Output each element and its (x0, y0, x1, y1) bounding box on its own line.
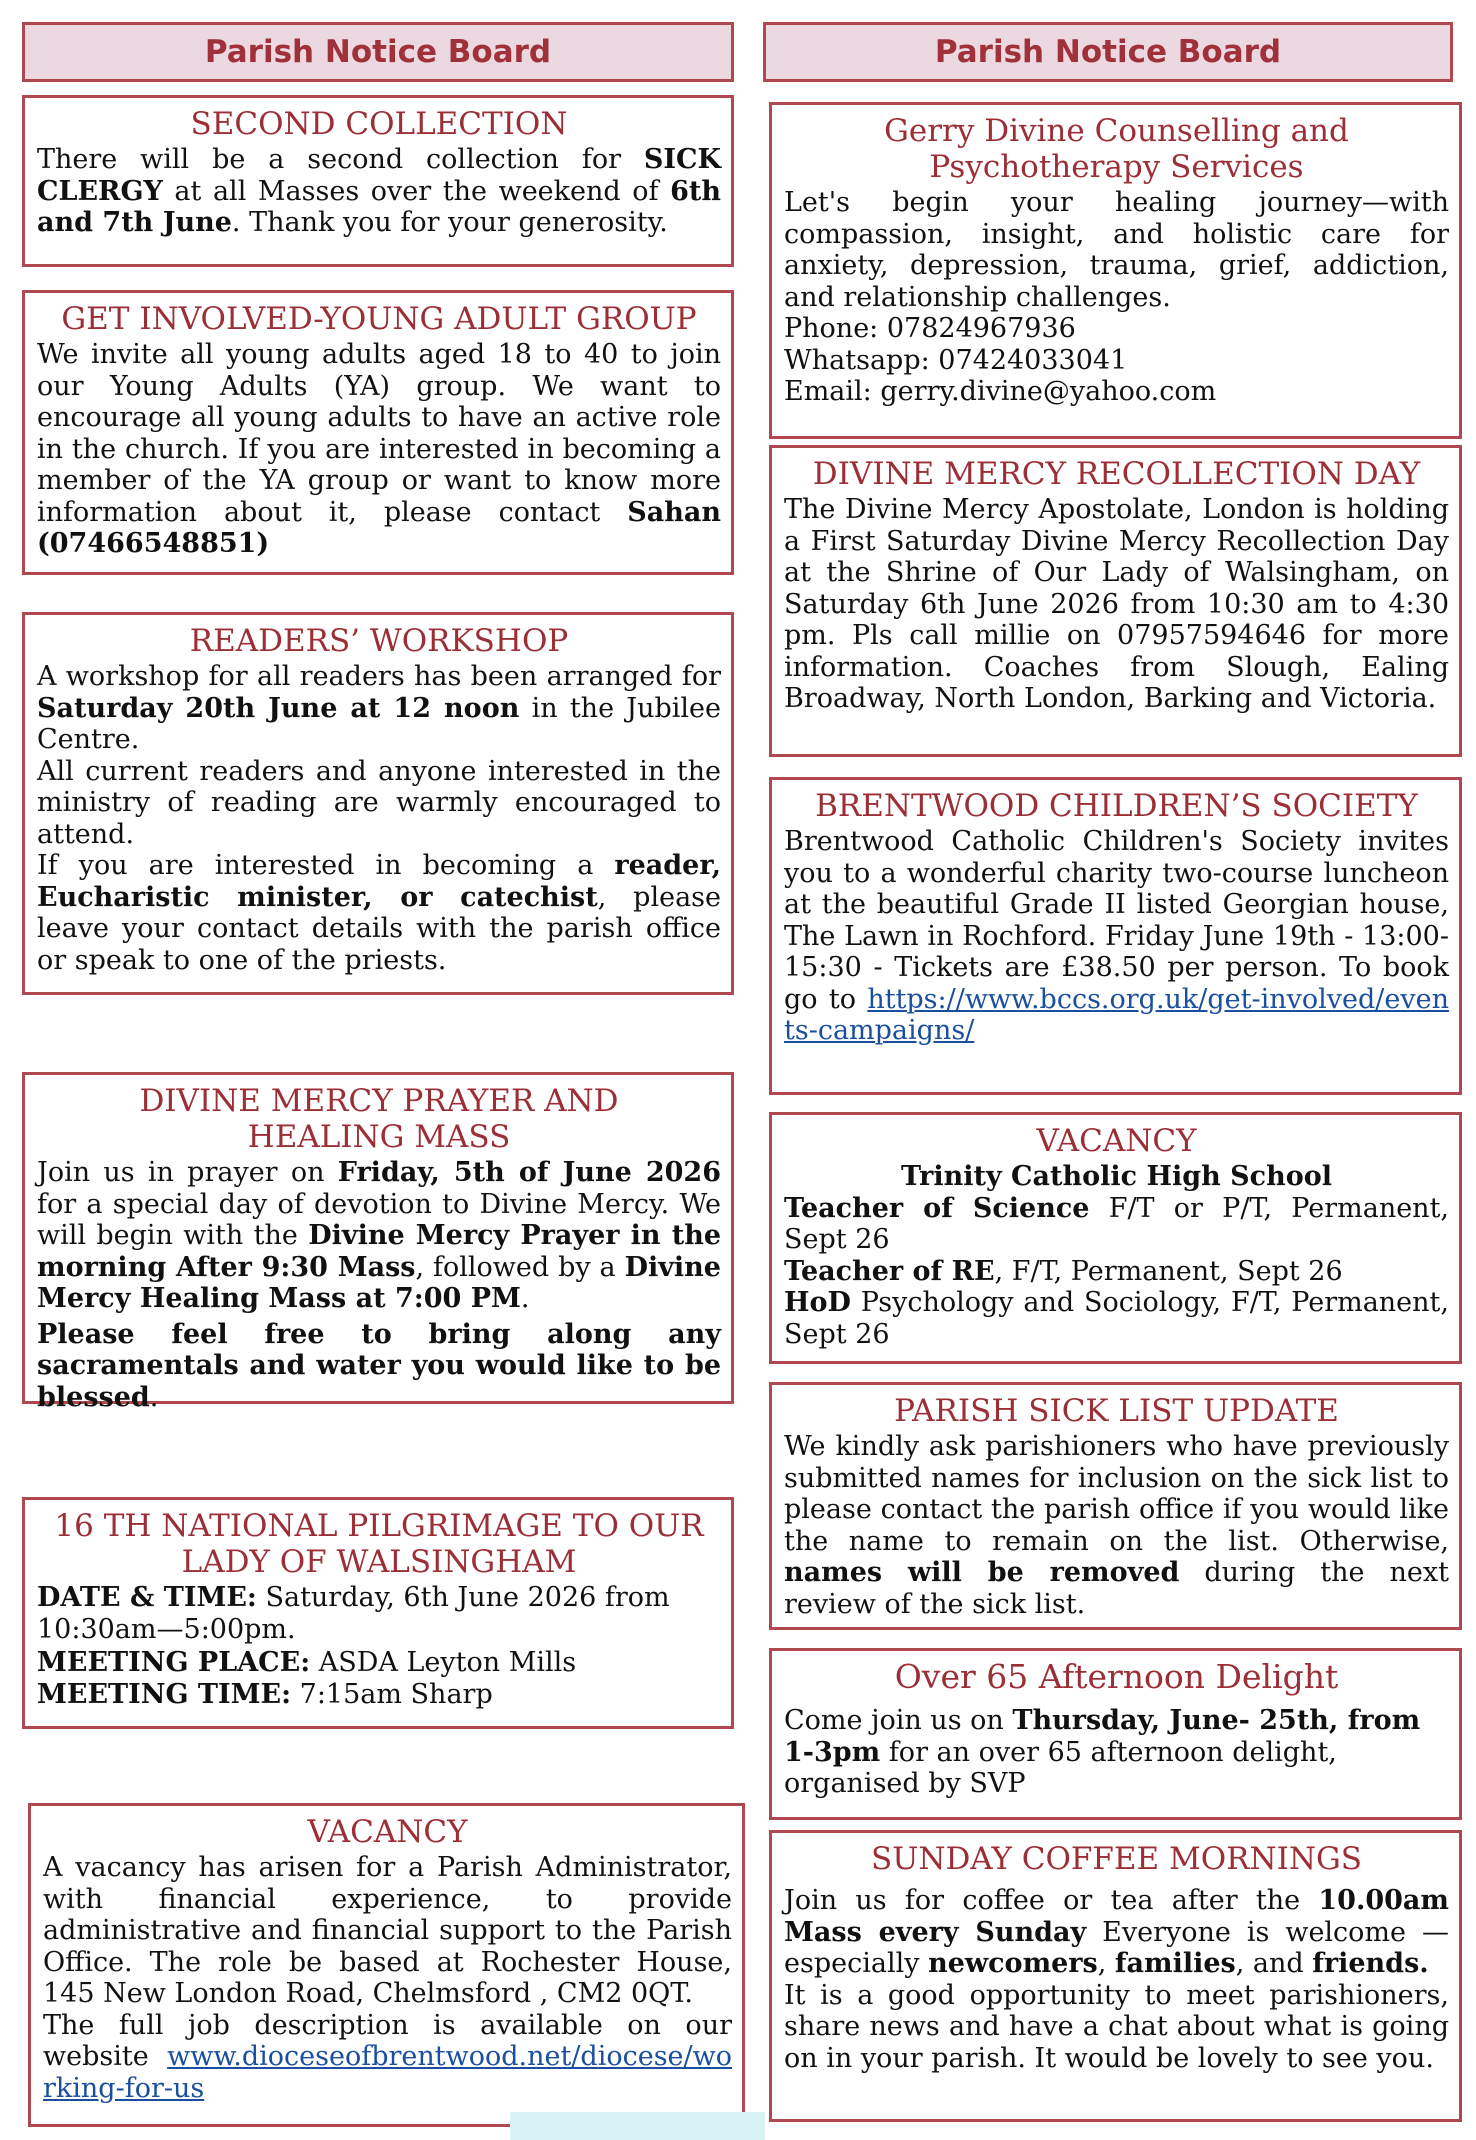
notice-body: We invite all young adults aged 18 to 40 to join our Young Adults (YA) group. We want to encourage all young adults to have an active role in the church. If you are interested in becoming a member of the YA group or want to know more information about it, please contact Sahan (07466548851) (37, 339, 721, 559)
young-adult-group-notice (22, 290, 734, 575)
notice-body: Join us for coffee or tea after the 10.00am Mass every Sunday Everyone is welcome — especially newcomers, families, and friends. It is a good opportunity to meet parishioners, share news and have a chat about what is going on in your parish. It would be lovely to see you. (784, 1885, 1449, 2074)
notice-body: Come join us on Thursday, June- 25th, from 1-3pm for an over 65 afternoon delight, organised by SVP (784, 1705, 1421, 1799)
walsingham-pilgrimage-notice (22, 1497, 734, 1729)
second-collection-notice (22, 95, 734, 267)
notice-title: VACANCY (307, 1814, 468, 1850)
notice-body: Let's begin your healing journey—with compassion, insight, and holistic care for anxiety, depression, trauma, grief, addiction, and relationship challenges. Phone: 07824967936 Whatsapp: 07424033041 Email: gerry.divine@yahoo.com (784, 187, 1449, 407)
email-address[interactable]: Email: gerry.divine@yahoo.com (784, 376, 1217, 407)
notice-title: PARISH SICK LIST UPDATE (894, 1393, 1339, 1429)
parish-administrator-vacancy-notice (28, 1803, 745, 2127)
notice-title: Gerry Divine Counselling and Psychotherapy Services (884, 113, 1349, 185)
sunday-coffee-mornings-notice (769, 1830, 1462, 2122)
right-column (763, 22, 1453, 82)
school-vacancy-notice (769, 1112, 1462, 1364)
notice-title: DIVINE MERCY PRAYER AND HEALING MASS (139, 1083, 619, 1155)
over-65-afternoon-notice (769, 1648, 1462, 1820)
decorative-strip (510, 2112, 765, 2140)
notice-body: Join us in prayer on Friday, 5th of June 2026 for a special day of devotion to Divine Mercy. We will begin with the Divine Mercy Prayer in the morning After 9:30 Mass, followed by a Divine Mercy Healing Mass at 7:00 PM. Please feel free to bring along any sacramentals and water you would like to be blessed. (37, 1157, 722, 1413)
booking-link[interactable]: https://www.bccs.org.uk/get-involved/events-campaigns/ (784, 983, 1449, 1046)
notice-body: A vacancy has arisen for a Parish Administrator, with financial experience, to provide administrative and financial support to the Parish Office. The role be based at Rochester House, 145 New London Road, Chelmsford , CM2 0QT. The full job description is available on our website www.dioceseofbrentwood.net/diocese/working-for-us (43, 1852, 732, 2104)
divine-mercy-recollection-notice (769, 445, 1462, 757)
notice-body: A workshop for all readers has been arranged for Saturday 20th June at 12 noon in the Jubilee Centre. All current readers and anyone interested in the ministry of reading are warmly encouraged to attend. If you are interested in becoming a reader, Eucharistic minister, or catechist, please leave your contact details with the parish office or speak to one of the priests. (37, 661, 722, 976)
phone-number: Phone: 07824967936 (784, 313, 1076, 344)
notice-title: Over 65 Afternoon Delight (894, 1657, 1339, 1696)
notice-title: VACANCY (1036, 1123, 1197, 1159)
job-description-link[interactable]: www.dioceseofbrentwood.net/diocese/working-for-us (43, 2041, 732, 2104)
notice-body: Brentwood Catholic Children's Society invites you to a wonderful charity two-course luncheon at the beautiful Grade II listed Georgian house, The Lawn in Rochford. Friday June 19th - 13:00-15:30 - Tickets are £38.50 per person. To book go to https://www.bccs.org.uk/get-involved/events-campaigns/ (784, 826, 1449, 1046)
left-column (22, 22, 734, 82)
notice-title: DIVINE MERCY RECOLLECTION DAY (812, 456, 1421, 492)
counselling-services-notice (769, 102, 1462, 439)
notice-body: Teacher of Science F/T or P/T, Permanent, Sept 26 Teacher of RE, F/T, Permanent, Sept 26 HoD Psychology and Sociology, F/T, Permanent, Sept 26 (784, 1192, 1450, 1350)
sick-list-update-notice (769, 1382, 1462, 1630)
notice-title: GET INVOLVED-YOUNG ADULT GROUP (61, 301, 697, 337)
notice-board-header-left: Parish Notice Board (22, 22, 734, 82)
notice-board-header-right: Parish Notice Board (763, 22, 1453, 82)
notice-title: 16 TH NATIONAL PILGRIMAGE TO OUR LADY OF WALSINGHAM (54, 1508, 704, 1580)
brentwood-childrens-society-notice (769, 777, 1462, 1095)
notice-title: SECOND COLLECTION (190, 106, 568, 142)
school-name: Trinity Catholic High School (900, 1161, 1333, 1192)
notice-body: The Divine Mercy Apostolate, London is holding a First Saturday Divine Mercy Recollection Day at the Shrine of Our Lady of Walsingham, on Saturday 6th June 2026 from 10:30 am to 4:30 pm. Pls call millie on 07957594646 for more information. Coaches from Slough, Ealing Broadway, North London, Barking and Victoria. (784, 494, 1449, 714)
notice-title: SUNDAY COFFEE MORNINGS (870, 1841, 1363, 1877)
notice-title: BRENTWOOD CHILDREN’S SOCIETY (815, 788, 1418, 824)
notice-title: READERS’ WORKSHOP (189, 623, 569, 659)
readers-workshop-notice (22, 612, 734, 995)
divine-mercy-healing-mass-notice (22, 1072, 734, 1413)
notice-body: We kindly ask parishioners who have previously submitted names for inclusion on the sick list to please contact the parish office if you would like the name to remain on the list. Otherwise, names will be removed during the next review of the sick list. (784, 1431, 1449, 1620)
notice-body: DATE & TIME: Saturday, 6th June 2026 from 10:30am—5:00pm. MEETING PLACE: ASDA Leyton Mills MEETING TIME: 7:15am Sharp (37, 1582, 670, 1710)
whatsapp-number: Whatsapp: 07424033041 (784, 344, 1128, 376)
notice-body: There will be a second collection for SICK CLERGY at all Masses over the weekend of 6th and 7th June. Thank you for your generosity. (37, 144, 721, 238)
